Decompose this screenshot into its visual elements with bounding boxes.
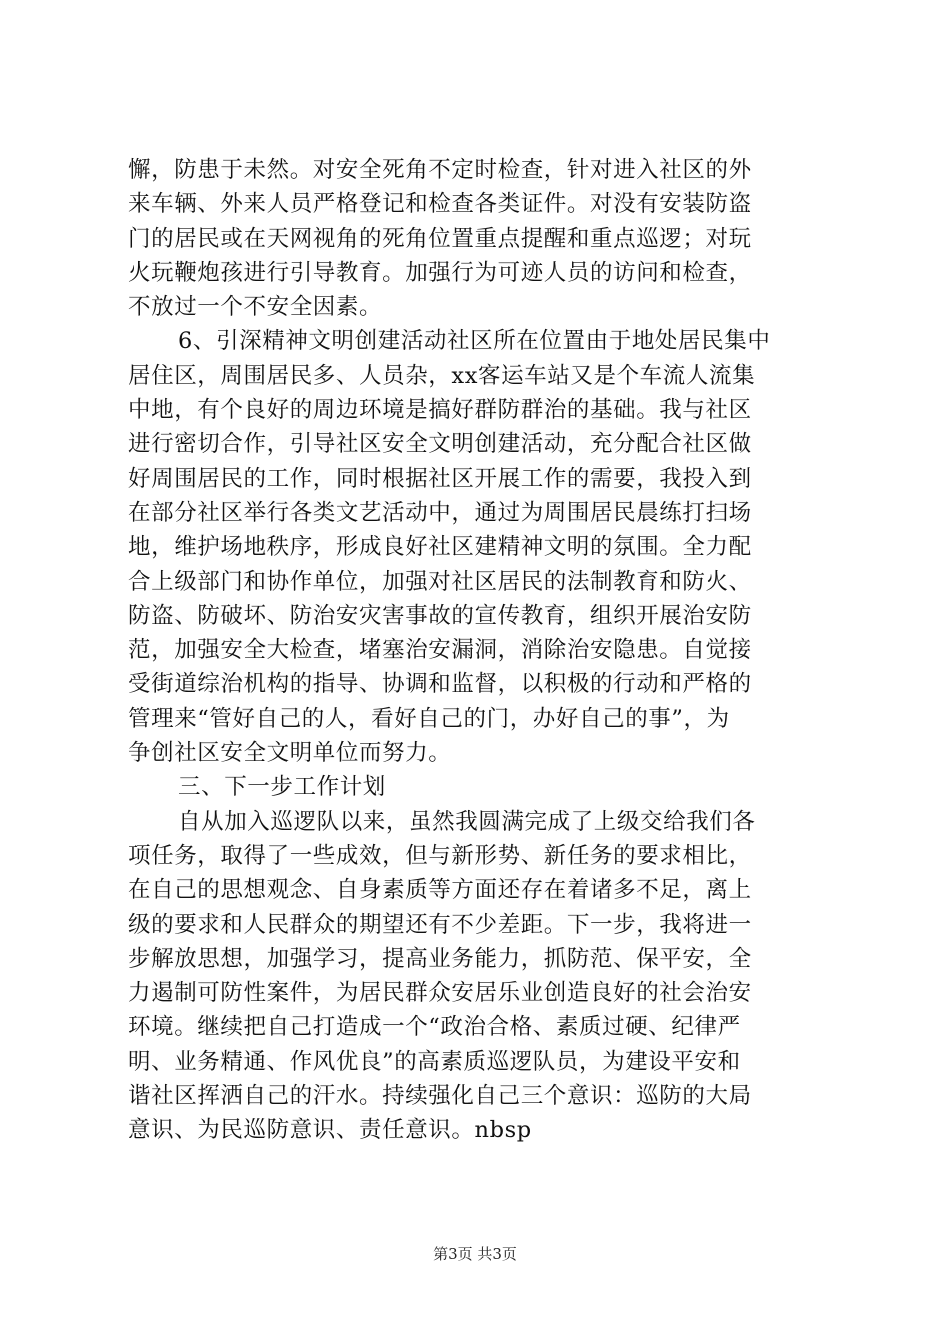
document-body <box>128 153 828 1148</box>
text-line: 意识、为民巡防意识、责任意识。nbsp <box>128 1117 532 1144</box>
text-line: 来车辆、外来人员严格登记和检查各类证件。对没有安装防盗 <box>128 191 752 218</box>
text-line: 门的居民或在天网视角的死角位置重点提醒和重点巡逻；对玩 <box>128 225 752 252</box>
text-line: 步解放思想，加强学习，提高业务能力，抓防范、保平安，全 <box>128 945 752 972</box>
text-line: 环境。继续把自己打造成一个“政治合格、素质过硬、纪律严 <box>128 1014 741 1041</box>
text-line: 好周围居民的工作，同时根据社区开展工作的需要，我投入到 <box>128 465 752 492</box>
text-line: 居住区，周围居民多、人员杂，xx客运车站又是个车流人流集 <box>128 362 756 389</box>
text-line: 中地，有个良好的周边环境是搞好群防群治的基础。我与社区 <box>128 397 752 424</box>
text-line: 项任务，取得了一些成效，但与新形势、新任务的要求相比， <box>128 842 752 869</box>
text-line: 自从加入巡逻队以来，虽然我圆满完成了上级交给我们各 <box>178 808 756 835</box>
text-line: 火玩鞭炮孩进行引导教育。加强行为可迹人员的访问和检查， <box>128 259 752 286</box>
text-line: 6、引深精神文明创建活动社区所在位置由于地处居民集中 <box>178 328 771 355</box>
text-line: 谐社区挥洒自己的汗水。持续强化自己三个意识：巡防的大局 <box>128 1083 752 1110</box>
text-line: 防盗、防破坏、防治安灾害事故的宣传教育，组织开展治安防 <box>128 602 752 629</box>
page-footer: 第3页 共3页 <box>433 1245 517 1263</box>
text-line: 力遏制可防性案件，为居民群众安居乐业创造良好的社会治安 <box>128 980 752 1007</box>
text-line: 明、业务精通、作风优良”的高素质巡逻队员，为建设平安和 <box>128 1048 741 1075</box>
text-line: 进行密切合作，引导社区安全文明创建活动，充分配合社区做 <box>128 431 752 458</box>
text-line: 不放过一个不安全因素。 <box>128 294 383 321</box>
text-line: 范，加强安全大检查，堵塞治安漏洞，消除治安隐患。自觉接 <box>128 637 752 664</box>
text-line: 争创社区安全文明单位而努力。 <box>128 740 452 767</box>
text-line: 懈，防患于未然。对安全死角不定时检查，针对进入社区的外 <box>128 157 752 183</box>
text-line: 三、下一步工作计划 <box>178 774 386 801</box>
text-line: 级的要求和人民群众的期望还有不少差距。下一步，我将进一 <box>128 911 752 938</box>
text-line: 地，维护场地秩序，形成良好社区建精神文明的氛围。全力配 <box>128 534 752 561</box>
text-line: 管理来“管好自己的人，看好自己的门，办好自己的事”，为 <box>128 705 730 732</box>
text-line: 在部分社区举行各类文艺活动中，通过为周围居民晨练打扫场 <box>128 499 752 526</box>
text-line: 在自己的思想观念、自身素质等方面还存在着诸多不足，离上 <box>128 877 752 904</box>
text-line: 合上级部门和协作单位，加强对社区居民的法制教育和防火、 <box>128 568 752 595</box>
text-line: 受街道综治机构的指导、协调和监督，以积极的行动和严格的 <box>128 671 752 698</box>
